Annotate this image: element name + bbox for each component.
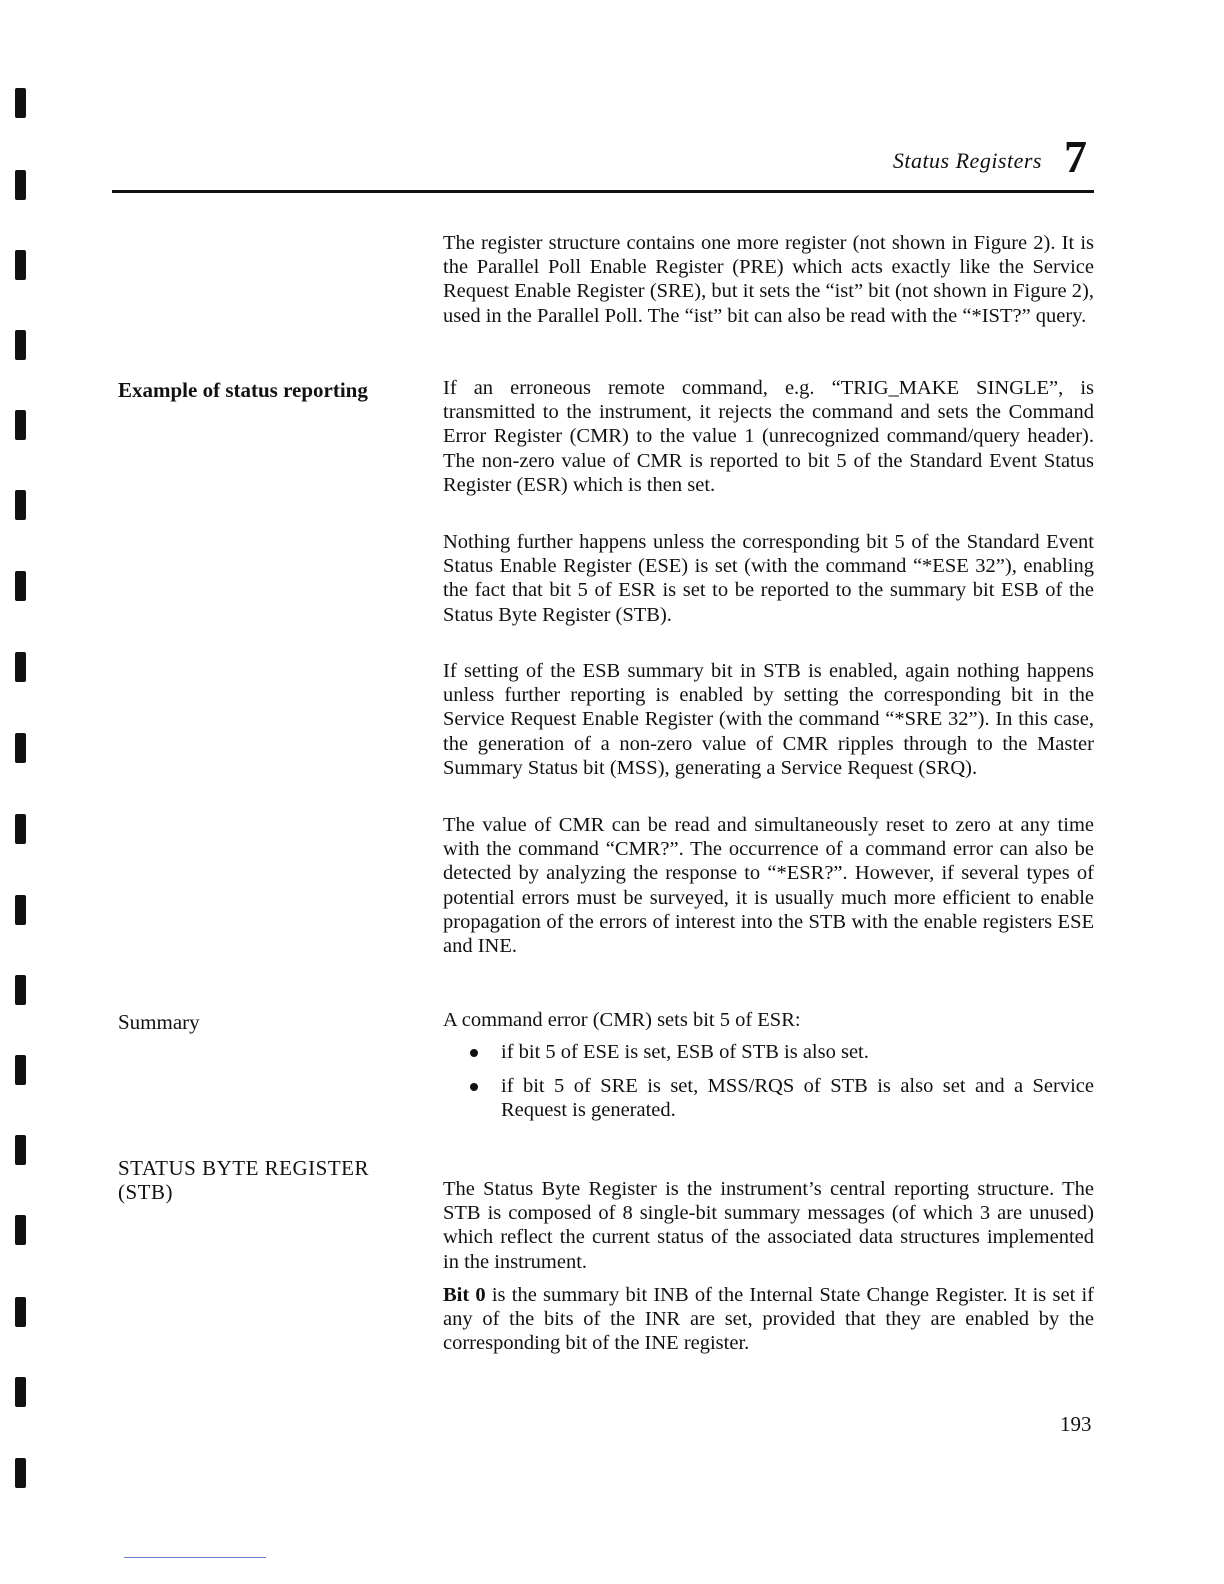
binder-hole bbox=[15, 88, 26, 118]
section-heading-stb bbox=[118, 1156, 369, 1204]
binder-hole bbox=[15, 1055, 26, 1085]
example-paragraph-4: The value of CMR can be read and simultaneously reset to zero at any time with the command “CMR?”. The occurrence of a command error can also be detected by analyzing the response to “*ESR?”. However, if several types of potential errors must be surveyed, it is usually much more efficient to enable propagation of the errors of interest into the STB with the enable registers ESE and INE. bbox=[443, 814, 1094, 958]
list-item bbox=[443, 1040, 1094, 1064]
binder-hole bbox=[15, 1215, 26, 1245]
binder-hole bbox=[15, 652, 26, 682]
binder-hole bbox=[15, 410, 26, 440]
section-heading-example: Example of status reporting bbox=[118, 378, 368, 402]
stb-paragraph-2 bbox=[443, 1283, 1094, 1356]
intro-paragraph: The register structure contains one more register (not shown in Figure 2). It is the Parallel Poll Enable Register (PRE) which acts exactly like the Service Request Enable Register (SRE), but it sets the “ist” bit (not shown in Figure 2), used in the Parallel Poll. The “ist” bit can also be read with the “*IST?” query. bbox=[443, 232, 1094, 327]
bullet-text: if bit 5 of ESE is set, ESB of STB is also set. bbox=[501, 1041, 869, 1063]
list-item bbox=[443, 1074, 1094, 1122]
example-paragraph-3: If setting of the ESB summary bit in STB is enabled, again nothing happens unless further reporting is enabled by setting the corresponding bit in the Service Request Enable Register (with the command “*SRE 32”). In this case, the generation of a non-zero value of CMR ripples through to the Master Summary Status bit (MSS), generating a Service Request (SRQ). bbox=[443, 660, 1094, 779]
binder-hole bbox=[15, 1135, 26, 1165]
bullet-icon bbox=[470, 1049, 478, 1057]
stb-paragraph-1: The Status Byte Register is the instrument’s central reporting structure. The STB is composed of 8 single-bit summary messages (of which 3 are unused) which reflect the current status of the associated data structures implemented in the instrument. bbox=[443, 1178, 1094, 1273]
summary-bullet-list bbox=[443, 1040, 1094, 1133]
page-number: 193 bbox=[1060, 1412, 1092, 1436]
header-rule bbox=[112, 190, 1094, 193]
binder-hole bbox=[15, 1377, 26, 1407]
binder-hole bbox=[15, 571, 26, 601]
example-paragraph-1: If an erroneous remote command, e.g. “TRIG_MAKE SINGLE”, is transmitted to the instrument, it rejects the command and sets the Command Error Register (CMR) to the value 1 (unrecognized command/query header). The non-zero value of CMR is reported to bit 5 of the Standard Event Status Register (ESR) which is then set. bbox=[443, 377, 1094, 496]
stb-heading-line1: STATUS BYTE REGISTER bbox=[118, 1156, 369, 1180]
binder-hole bbox=[15, 895, 26, 925]
footer-line bbox=[124, 1557, 266, 1558]
bit0-text: is the summary bit INB of the Internal State Change Register. It is set if any of the bits of the INR are set, provided that they are enabled by the corresponding bit of the INE register. bbox=[443, 1284, 1094, 1355]
binder-hole bbox=[15, 733, 26, 763]
running-header-title: Status Registers bbox=[892, 148, 1042, 173]
bullet-icon bbox=[470, 1083, 478, 1091]
binder-hole bbox=[15, 1297, 26, 1327]
binder-hole bbox=[15, 975, 26, 1005]
binder-hole bbox=[15, 330, 26, 360]
chapter-number: 7 bbox=[1064, 131, 1087, 182]
summary-intro: A command error (CMR) sets bit 5 of ESR: bbox=[443, 1009, 801, 1031]
binder-hole bbox=[15, 170, 26, 200]
binder-hole bbox=[15, 490, 26, 520]
example-paragraph-2: Nothing further happens unless the corresponding bit 5 of the Standard Event Status Enable Register (ESE) is set (with the command “*ESE 32”), enabling the fact that bit 5 of ESR is set to be reported to the summary bit ESB of the Status Byte Register (STB). bbox=[443, 531, 1094, 626]
binder-hole bbox=[15, 814, 26, 844]
binder-hole bbox=[15, 1458, 26, 1488]
bullet-text: if bit 5 of SRE is set, MSS/RQS of STB is also set and a Service Request is generated. bbox=[501, 1075, 1094, 1122]
section-heading-summary: Summary bbox=[118, 1010, 200, 1034]
bit0-label: Bit 0 bbox=[443, 1284, 486, 1306]
stb-heading-line2: (STB) bbox=[118, 1180, 173, 1204]
binder-hole bbox=[15, 250, 26, 280]
